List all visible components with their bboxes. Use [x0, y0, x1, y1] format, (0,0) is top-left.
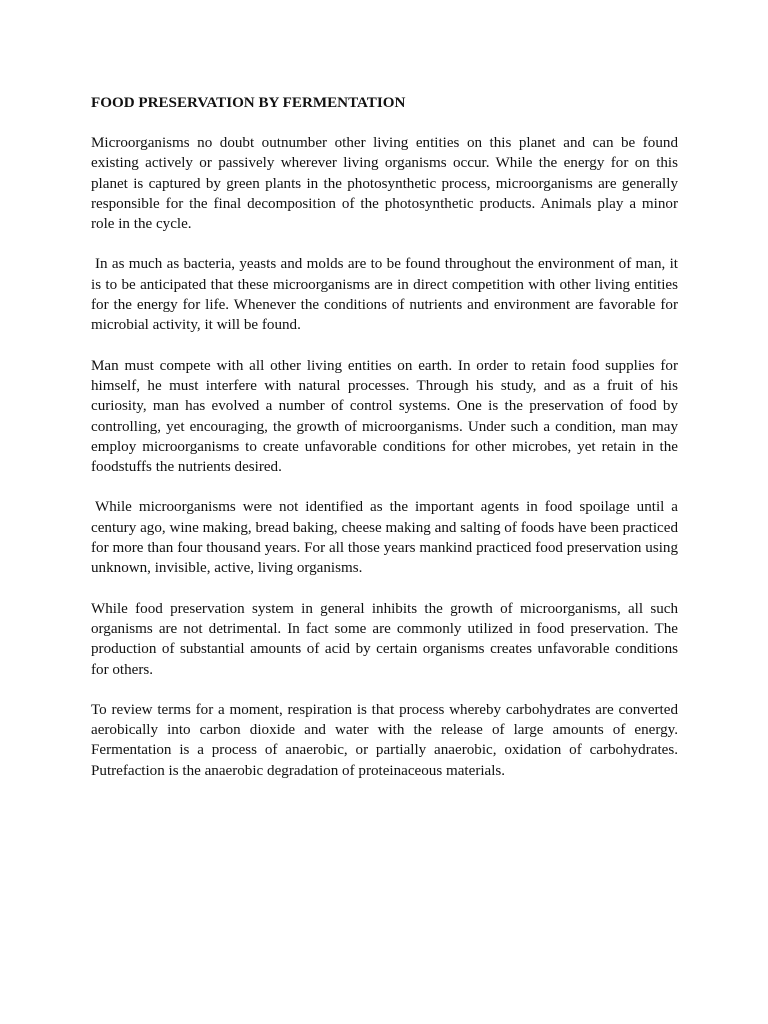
document-title: FOOD PRESERVATION BY FERMENTATION — [91, 95, 406, 111]
paragraph-2: In as much as bacteria, yeasts and molds are to be found throughout the environment of man, it is to be anticipated that these microorganisms are in direct competition with other living entities for the energy for life. Whenever the conditions of nutrients and environment are favorable for microbial activity, it will be found. — [91, 256, 678, 334]
paragraph-4: While microorganisms were not identified as the important agents in food spoilage until a century ago, wine making, bread baking, cheese making and salting of foods have been practiced for more than four thousand years. For all those years mankind practiced food preservation using unknown, invisible, active, living organisms. — [91, 499, 678, 577]
document-body — [91, 93, 678, 801]
paragraph-6: To review terms for a moment, respiration is that process whereby carbohydrates are converted aerobically into carbon dioxide and water with the release of large amounts of energy. Fermentation is a process of anaerobic, or partially anaerobic, oxidation of carbohydrates. Putrefaction is the anaerobic degradation of proteinaceous materials. — [91, 701, 678, 779]
paragraph-5: While food preservation system in general inhibits the growth of microorganisms, all such organisms are not detrimental. In fact some are commonly utilized in food preservation. The production of substantial amounts of acid by certain organisms creates unfavorable conditions for others. — [91, 600, 678, 678]
paragraph-3: Man must compete with all other living entities on earth. In order to retain food supplies for himself, he must interfere with natural processes. Through his study, and as a fruit of his curiosity, man has evolved a number of control systems. One is the preservation of food by controlling, yet encouraging, the growth of microorganisms. Under such a condition, man may employ microorganisms to create unfavorable conditions for other microbes, yet retain in the foodstuffs the nutrients desired. — [91, 357, 678, 476]
paragraph-1: Microorganisms no doubt outnumber other living entities on this planet and can be found existing actively or passively wherever living organisms occur. While the energy for on this planet is captured by green plants in the photosynthetic process, microorganisms are generally responsible for the final decomposition of the photosynthetic products. Animals play a minor role in the cycle. — [91, 135, 678, 233]
